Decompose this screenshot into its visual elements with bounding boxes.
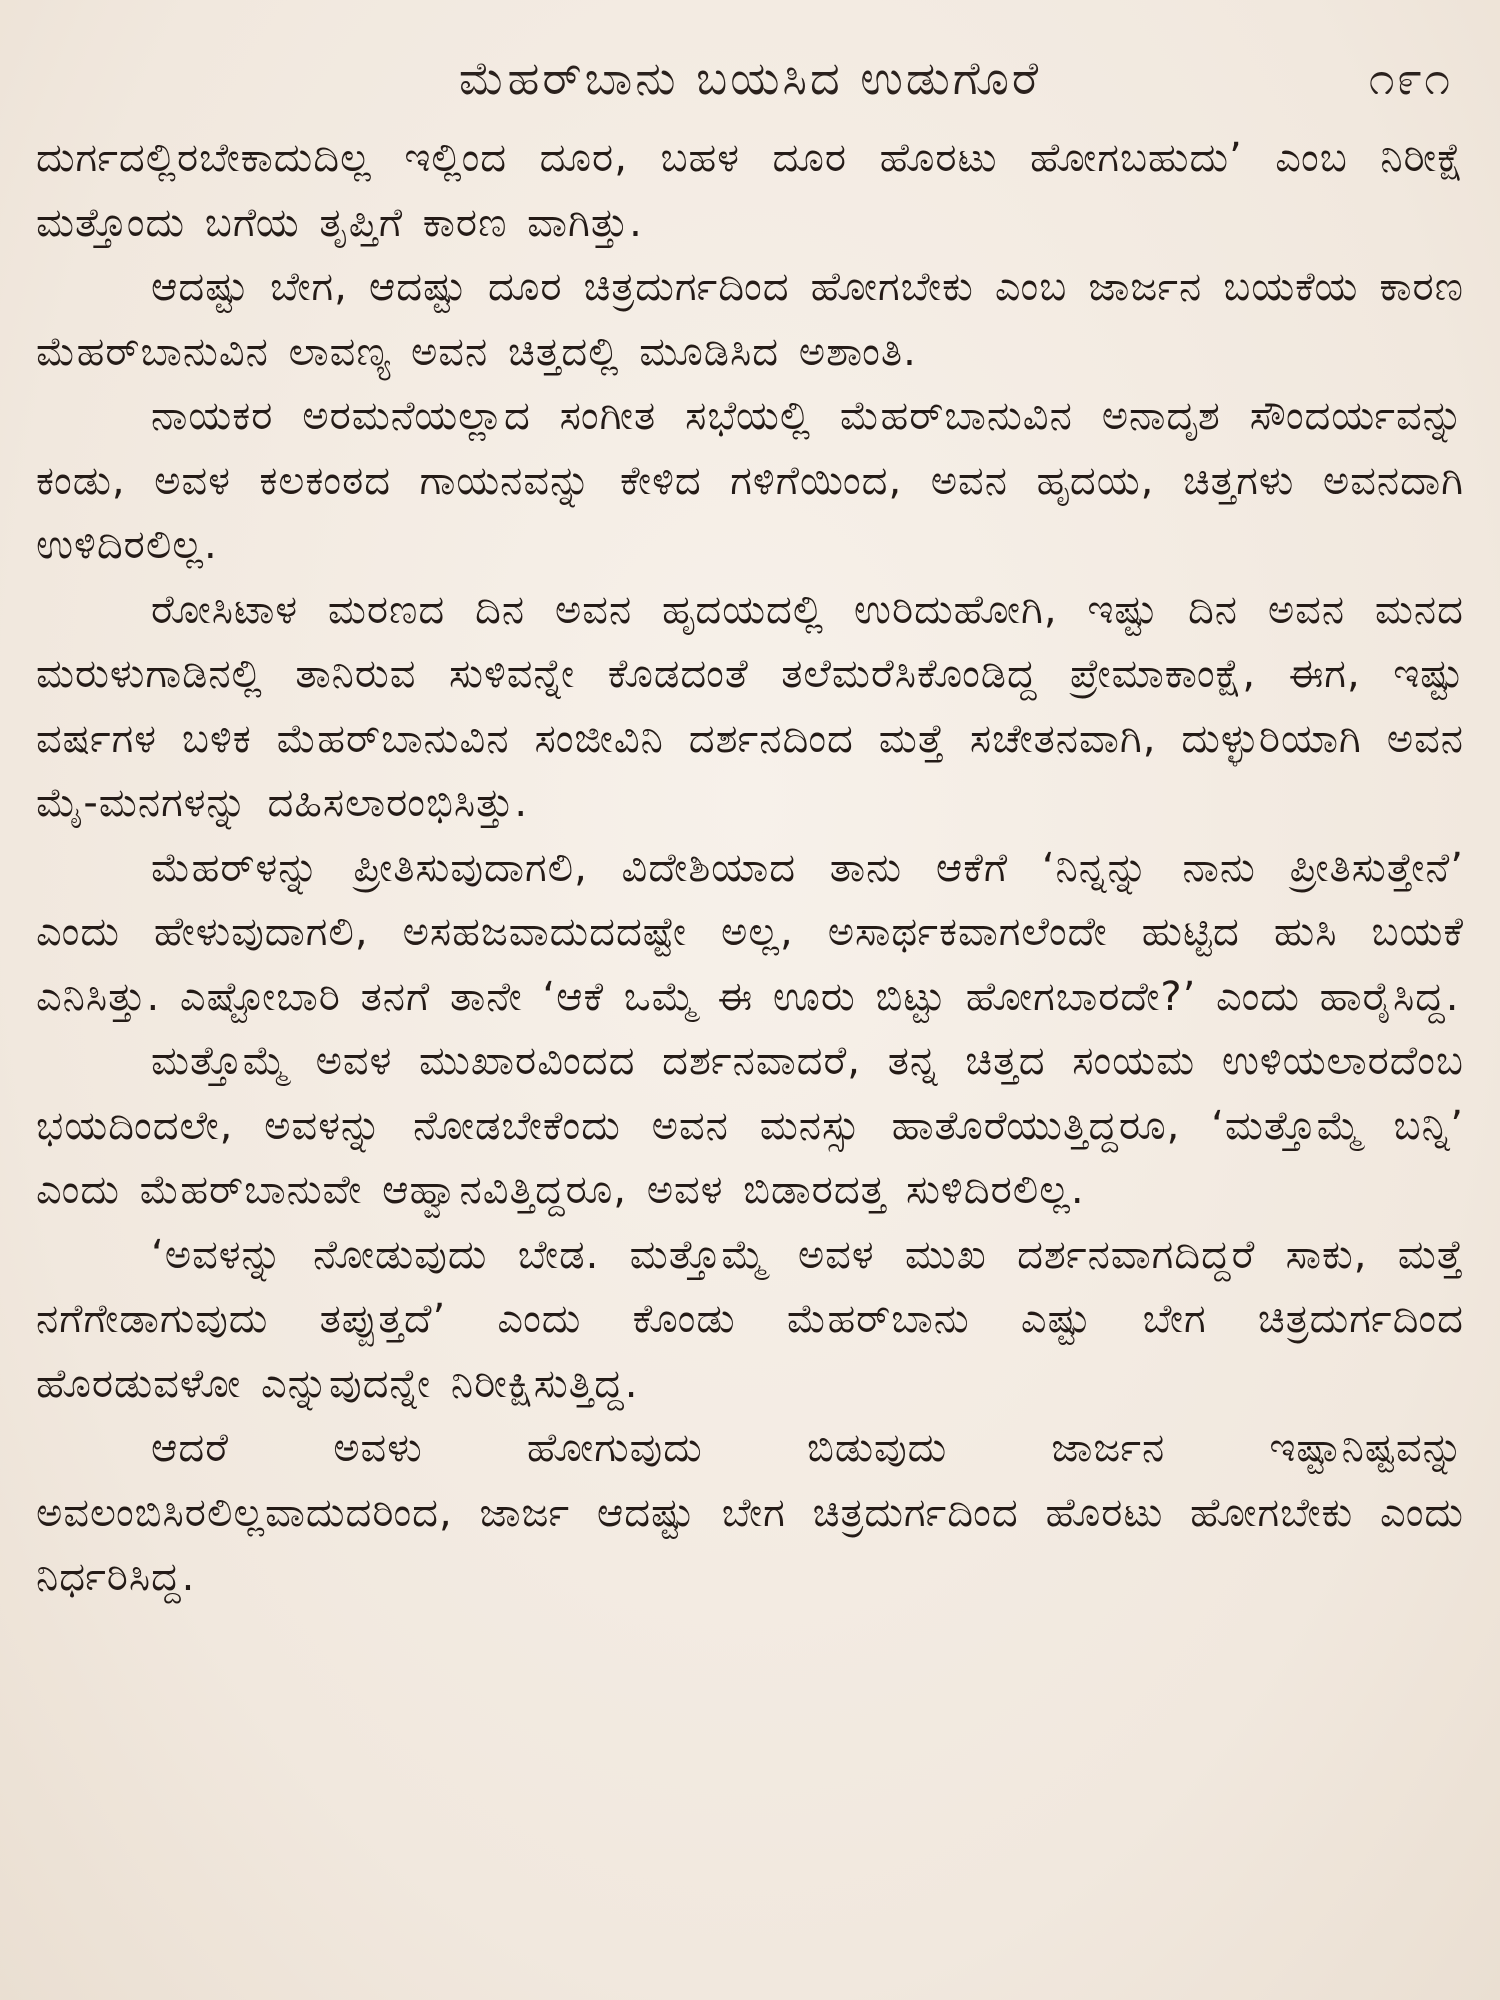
body-text: [36, 126, 1464, 1966]
paragraph-6: ಮತ್ತೊಮ್ಮೆ ಅವಳ ಮುಖಾರವಿಂದದ ದರ್ಶನವಾದರೆ, ತನ್ನ ಚಿತ್ತದ ಸಂಯಮ ಉಳಿಯಲಾರದೆಂಬ ಭಯದಿಂದಲೇ, ಅವಳನ್ನು ನೋಡಬೇಕೆಂದು ಅವನ ಮನಸ್ಸು ಹಾತೊರೆಯುತ್ತಿದ್ದರೂ, ‘ಮತ್ತೊಮ್ಮೆ ಬನ್ನಿ’ ಎಂದು ಮೆಹರ್‌ಬಾನುವೇ ಆಹ್ವಾನವಿತ್ತಿದ್ದರೂ, ಅವಳ ಬಿಡಾರದತ್ತ ಸುಳಿದಿರಲಿಲ್ಲ.: [36, 1038, 1464, 1213]
paragraph-5: ಮೆಹರ್‌ಳನ್ನು ಪ್ರೀತಿಸುವುದಾಗಲಿ, ವಿದೇಶಿಯಾದ ತಾನು ಆಕೆಗೆ ‘ನಿನ್ನನ್ನು ನಾನು ಪ್ರೀತಿಸುತ್ತೇನೆ’ ಎಂದು ಹೇಳುವುದಾಗಲಿ, ಅಸಹಜವಾದುದದಷ್ಟೇ ಅಲ್ಲ, ಅಸಾರ್ಥಕವಾಗಲೆಂದೇ ಹುಟ್ಟಿದ ಹುಸಿ ಬಯಕೆ ಎನಿಸಿತ್ತು. ಎಷ್ಟೋಬಾರಿ ತನಗೆ ತಾನೇ ‘ಆಕೆ ಒಮ್ಮೆ ಈ ಊರು ಬಿಟ್ಟು ಹೋಗಬಾರದೇ?’ ಎಂದು ಹಾರೈಸಿದ್ದ.: [36, 844, 1464, 1020]
paragraph-8: ಆದರೆ ಅವಳು ಹೋಗುವುದು ಬಿಡುವುದು ಜಾರ್ಜನ ಇಷ್ಟಾನಿಷ್ಟವನ್ನು ಅವಲಂಬಿಸಿರಲಿಲ್ಲವಾದುದರಿಂದ, ಜಾರ್ಜ ಆದಷ್ಟು ಬೇಗ ಚಿತ್ರದುರ್ಗದಿಂದ ಹೊರಟು ಹೋಗಬೇಕು ಎಂದು ನಿರ್ಧರಿಸಿದ್ದ.: [36, 1425, 1464, 1600]
page-number: ೧೯೧: [1368, 51, 1452, 105]
running-title: ಮೆಹರ್‌ಬಾನು ಬಯಸಿದ ಉಡುಗೊರೆ: [458, 51, 1042, 105]
paragraph-7: ‘ಅವಳನ್ನು ನೋಡುವುದು ಬೇಡ. ಮತ್ತೊಮ್ಮೆ ಅವಳ ಮುಖ ದರ್ಶನವಾಗದಿದ್ದರೆ ಸಾಕು, ಮತ್ತೆ ನಗೆಗೇಡಾಗುವುದು ತಪ್ಪುತ್ತದೆ’ ಎಂದು ಕೊಂಡು ಮೆಹರ್‌ಬಾನು ಎಷ್ಟು ಬೇಗ ಚಿತ್ರದುರ್ಗದಿಂದ ಹೊರಡುವಳೋ ಎನ್ನುವುದನ್ನೇ ನಿರೀಕ್ಷಿಸುತ್ತಿದ್ದ.: [36, 1231, 1464, 1407]
paragraph-2: ಆದಷ್ಟು ಬೇಗ, ಆದಷ್ಟು ದೂರ ಚಿತ್ರದುರ್ಗದಿಂದ ಹೋಗಬೇಕು ಎಂಬ ಜಾರ್ಜನ ಬಯಕೆಯ ಕಾರಣ ಮೆಹರ್‌ಬಾನುವಿನ ಲಾವಣ್ಯ ಅವನ ಚಿತ್ತದಲ್ಲಿ ಮೂಡಿಸಿದ ಅಶಾಂತಿ.: [36, 264, 1464, 375]
paragraph-3: ನಾಯಕರ ಅರಮನೆಯಲ್ಲಾದ ಸಂಗೀತ ಸಭೆಯಲ್ಲಿ ಮೆಹರ್‌ಬಾನುವಿನ ಅನಾದೃಶ ಸೌಂದರ್ಯವನ್ನು ಕಂಡು, ಅವಳ ಕಲಕಂಠದ ಗಾಯನವನ್ನು ಕೇಳಿದ ಗಳಿಗೆಯಿಂದ, ಅವನ ಹೃದಯ, ಚಿತ್ತಗಳು ಅವನದಾಗಿ ಉಳಿದಿರಲಿಲ್ಲ.: [36, 393, 1464, 568]
page-header: [36, 38, 1464, 118]
paragraph-4: ರೋಸಿಟಾಳ ಮರಣದ ದಿನ ಅವನ ಹೃದಯದಲ್ಲಿ ಉರಿದುಹೋಗಿ, ಇಷ್ಟು ದಿನ ಅವನ ಮನದ ಮರುಳುಗಾಡಿನಲ್ಲಿ ತಾನಿರುವ ಸುಳಿವನ್ನೇ ಕೊಡದಂತೆ ತಲೆಮರೆಸಿಕೊಂಡಿದ್ದ ಪ್ರೇಮಾಕಾಂಕ್ಷೆ, ಈಗ, ಇಷ್ಟು ವರ್ಷಗಳ ಬಳಿಕ ಮೆಹರ್‌ಬಾನುವಿನ ಸಂಜೀವಿನಿ ದರ್ಶನದಿಂದ ಮತ್ತೆ ಸಚೇತನವಾಗಿ, ದುಳ್ಳುರಿಯಾಗಿ ಅವನ ಮೈ-ಮನಗಳನ್ನು ದಹಿಸಲಾರಂಭಿಸಿತ್ತು.: [36, 586, 1464, 826]
paragraph-1: ದುರ್ಗದಲ್ಲಿರಬೇಕಾದುದಿಲ್ಲ ಇಲ್ಲಿಂದ ದೂರ, ಬಹಳ ದೂರ ಹೊರಟು ಹೋಗಬಹುದು’ ಎಂಬ ನಿರೀಕ್ಷೆ ಮತ್ತೊಂದು ಬಗೆಯ ತೃಪ್ತಿಗೆ ಕಾರಣ ವಾಗಿತ್ತು.: [36, 135, 1464, 246]
